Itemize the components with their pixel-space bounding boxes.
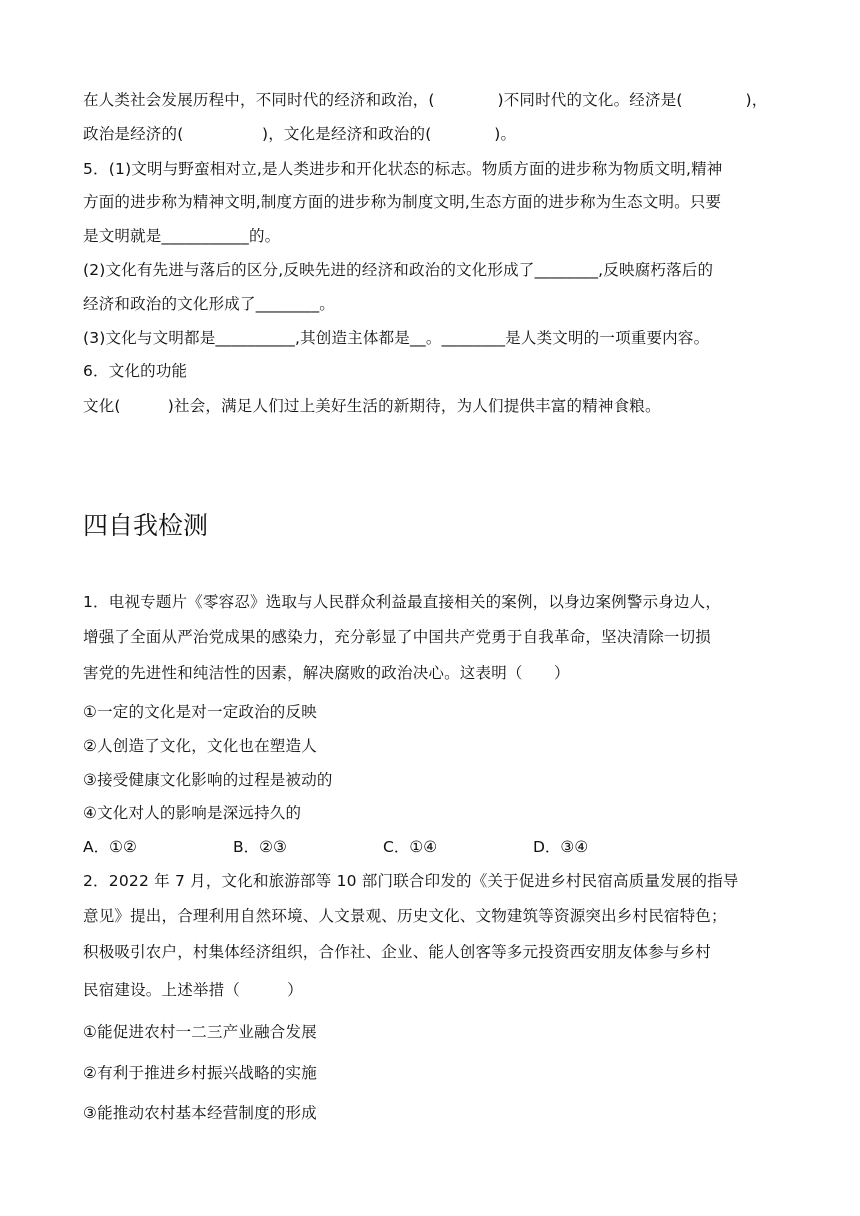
question-stem-line: 1．电视专题片《零容忍》选取与人民群众利益最直接相关的案例，以身边案例警示身边人， <box>83 593 722 611</box>
answer-options <box>83 836 783 858</box>
text-line: 政治是经济的( )，文化是经济和政治的( )。 <box>83 125 517 143</box>
text-line: 是文明就是___________的。 <box>83 227 281 245</box>
question-item: ①能促进农村一二三产业融合发展 <box>83 1023 317 1041</box>
text-line: (3)文化与文明都是__________,其创造主体都是__。________是人类文明的一项重要内容。 <box>83 329 710 347</box>
question-stem-line: 增强了全面从严治党成果的感染力，充分彰显了中国共产党勇于自我革命，坚决清除一切损 <box>83 628 712 646</box>
option-d[interactable]: D．③④ <box>533 838 589 856</box>
question-item: ④文化对人的影响是深远持久的 <box>83 804 302 822</box>
option-c[interactable]: C．①④ <box>383 838 438 856</box>
text-line: (2)文化有先进与落后的区分,反映先进的经济和政治的文化形成了________,反映腐朽落后的 <box>83 261 714 279</box>
question-item: ②人创造了文化，文化也在塑造人 <box>83 737 317 755</box>
question-stem-line: 害党的先进性和纯洁性的因素，解决腐败的政治决心。这表明（ ） <box>83 664 570 682</box>
question-item: ①一定的文化是对一定政治的反映 <box>83 703 317 721</box>
question-item: ②有利于推进乡村振兴战略的实施 <box>83 1064 317 1082</box>
question-stem-line: 2．2022 年 7 月，文化和旅游部等 10 部门联合印发的《关于促进乡村民宿高质量发展的指导 <box>83 872 739 890</box>
question-item: ③能推动农村基本经营制度的形成 <box>83 1104 317 1122</box>
text-line: 在人类社会发展历程中，不同时代的经济和政治，( )不同时代的文化。经济是( )， <box>83 91 768 109</box>
text-line: 经济和政治的文化形成了________。 <box>83 295 336 313</box>
text-line: 5．(1)文明与野蛮相对立,是人类进步和开化状态的标志。物质方面的进步称为物质文明,精神 <box>83 160 723 178</box>
text-line: 文化( )社会，满足人们过上美好生活的新期待，为人们提供丰富的精神食粮。 <box>83 397 661 415</box>
question-stem-line: 民宿建设。上述举措（ ） <box>83 981 303 999</box>
option-a[interactable]: A．①② <box>83 838 137 856</box>
option-b[interactable]: B．②③ <box>233 838 287 856</box>
section-heading: 四自我检测 <box>83 511 209 540</box>
text-line: 6．文化的功能 <box>83 362 188 380</box>
text-line: 方面的进步称为精神文明,制度方面的进步称为制度文明,生态方面的进步称为生态文明。只要 <box>83 193 722 211</box>
question-stem-line: 意见》提出，合理利用自然环境、人文景观、历史文化、文物建筑等资源突出乡村民宿特色； <box>83 907 727 925</box>
question-stem-line: 积极吸引农户，村集体经济组织，合作社、企业、能人创客等多元投资西安朋友体参与乡村 <box>83 943 712 961</box>
question-item: ③接受健康文化影响的过程是被动的 <box>83 771 333 789</box>
